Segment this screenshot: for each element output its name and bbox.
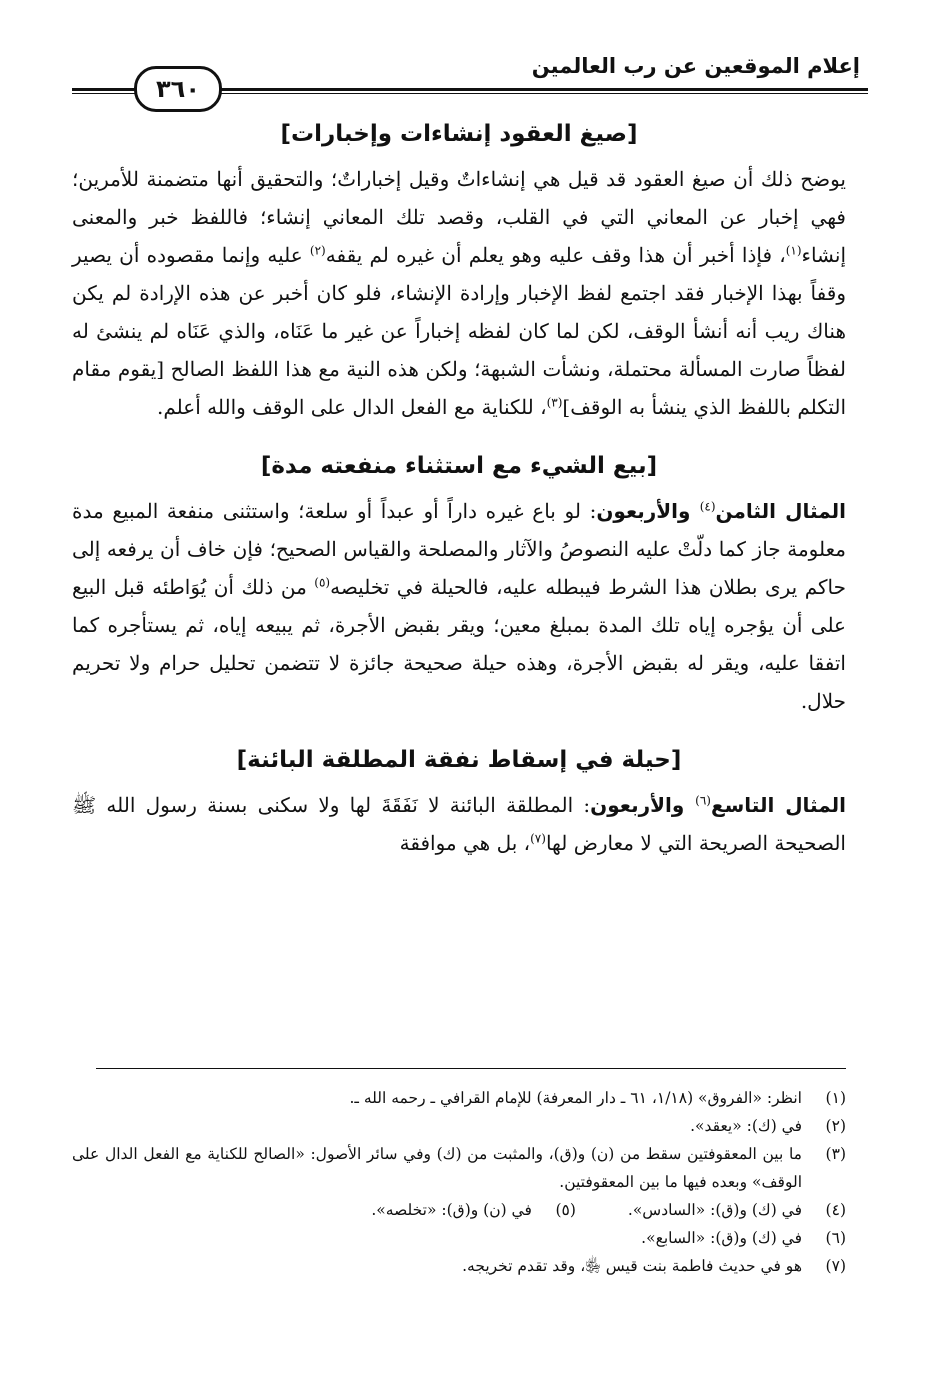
text-run: ، فإذا أخبر أن هذا وقف عليه وهو يعلم أن غيره لم يقفه — [325, 243, 786, 267]
footnote-6 — [72, 1224, 846, 1252]
footnote-ref-1[interactable]: (١) — [785, 243, 802, 258]
footnote-text: هو في حديث فاطمة بنت قيس ﵂، وقد تقدم تخريجه. — [462, 1257, 802, 1275]
example-label: المثال التاسع — [710, 793, 846, 817]
text-run: عليه وإنما مقصوده أن يصير وقفاً بهذا الإخبار فقد اجتمع لفظ الإخبار وإرادة الإنشاء، فلو كان أخبر عن هذه الإرادة لم يكن هناك ريب أنه أنشأ الوقف، لكن لما كان لفظه إخباراً عن غير ما عَنَاه، والذي عَنَاه لم ينشئ له لفظاً صارت المسألة محتملة، ونشأت الشبهة؛ ولكن هذه النية مع هذا اللفظ الصالح [يقوم مقام التكلم باللفظ الذي ينشأ به الوقف] — [72, 243, 846, 419]
section-heading-1: [صيغ العقود إنشاءات وإخبارات] — [280, 121, 638, 147]
example-label-cont: والأربعون — [590, 793, 696, 817]
footnote-ref-4[interactable]: (٤) — [699, 499, 716, 514]
footnote-row-4-5 — [72, 1196, 846, 1224]
footnote-7 — [72, 1252, 846, 1280]
spacer — [72, 426, 846, 440]
page-header — [72, 48, 868, 103]
footnote-text: في (ك) و(ق): «السابع». — [641, 1229, 802, 1247]
page-number: ٣٦٠ — [134, 66, 222, 112]
text-run: : لو باع غيره داراً أو عبداً أو سلعة؛ واستثنى منفعة المبيع مدة معلومة جاز كما دلّتْ عليه النصوصُ والآثار والمصلحة والقياس الصحيح؛ فإن خاف أن يرفعه إلى حاكم يرى بطلان هذا الشرط فيبطله عليه، فالحيلة في تخليصه — [72, 499, 846, 599]
paragraph-2 — [72, 492, 846, 720]
footnote-number: (٦) — [825, 1229, 846, 1247]
footnote-ref-6[interactable]: (٦) — [695, 793, 711, 808]
footnote-text: انظر: «الفروق» (١/١٨، ٦١ ـ دار المعرفة) للإمام القرافي ـ رحمه الله ـ. — [349, 1089, 802, 1107]
footnote-separator — [96, 1068, 846, 1069]
footnote-ref-5[interactable]: (٥) — [314, 575, 331, 590]
footnote-number: (٣) — [825, 1145, 846, 1163]
text-run: من ذلك أن يُوَاطئه قبل البيع على أن يؤجره إياه تلك المدة بمبلغ معين؛ ويقر بقبض الأجرة، ثم يبيعه إياه، ثم يستأجره كما اتفقا عليه، ويقر له بقبض الأجرة، وهذه حيلة صحيحة جائزة لا تتضمن تحليل حرام ولا تحريم حلال. — [72, 575, 846, 713]
running-title: إعلام الموقعين عن رب العالمين — [531, 54, 860, 78]
text-run: يوضح ذلك أن صيغ العقود قد قيل هي إنشاءاتٌ وقيل إخباراتٌ؛ والتحقيق أنها متضمنة للأمرين؛ فهي إخبار عن المعاني التي في القلب، وقصد تلك المعاني إنشاء؛ فاللفظ خبر والمعنى إنشاء — [72, 167, 847, 267]
footnote-text: ما بين المعقوفتين سقط من (ن) و(ق)، والمثبت من (ك) وفي سائر الأصول: «الصالح للكناية مع الفعل الدال على الوقف» وبعده فيها ما بين المعقوفتين. — [72, 1145, 802, 1191]
footnote-4 — [628, 1196, 846, 1224]
example-label: المثال الثامن — [715, 499, 846, 523]
footnote-ref-7[interactable]: (٧) — [530, 831, 546, 846]
footnote-text: في (ك) و(ق): «السادس». — [627, 1201, 802, 1219]
footnote-ref-2[interactable]: (٢) — [309, 243, 326, 258]
footnote-text: في (ك): «يعقد». — [690, 1117, 802, 1135]
footnote-number: (٧) — [825, 1257, 846, 1275]
spacer — [72, 720, 846, 734]
text-run: ، للكناية مع الفعل الدال على الوقف والله أعلم. — [157, 395, 547, 419]
text-run: : المطلقة البائنة لا نَفَقَةَ لها ولا سكنى بسنة رسول الله ﷺ الصحيحة الصريحة التي لا معارض لها — [72, 793, 846, 855]
footnote-ref-3[interactable]: (٣) — [546, 395, 563, 410]
footnote-2 — [72, 1112, 846, 1140]
footnote-1 — [72, 1084, 846, 1112]
section-heading-3: [حيلة في إسقاط نفقة المطلقة البائنة] — [236, 747, 682, 773]
section-heading-2: [بيع الشيء مع استثناء منفعته مدة] — [260, 453, 658, 479]
main-text — [72, 108, 846, 862]
example-label-cont: والأربعون — [596, 499, 700, 523]
footnote-number: (٢) — [825, 1117, 846, 1135]
footnote-5 — [371, 1196, 576, 1224]
footnote-number: (٤) — [825, 1201, 846, 1219]
footnote-number: (٥) — [555, 1201, 576, 1219]
footnotes — [72, 1084, 846, 1280]
footnote-text: في (ن) و(ق): «تخلصه». — [371, 1201, 532, 1219]
footnote-3 — [72, 1140, 846, 1196]
paragraph-1 — [72, 160, 846, 426]
paragraph-3 — [72, 786, 846, 862]
footnote-number: (١) — [825, 1089, 846, 1107]
text-run: ، بل هي موافقة — [399, 831, 531, 855]
